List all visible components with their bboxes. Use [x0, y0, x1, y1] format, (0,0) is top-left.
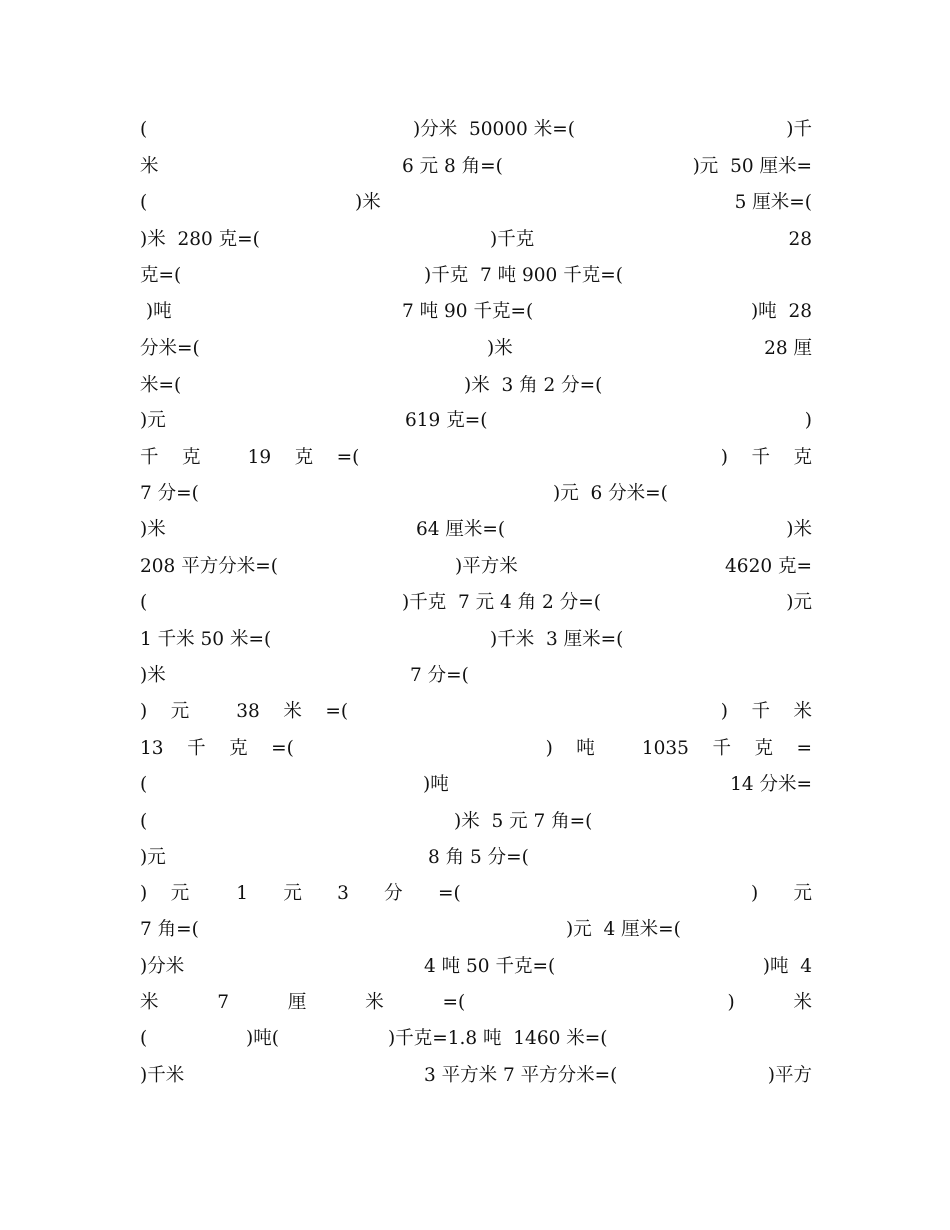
text-segment: )吨(: [246, 1028, 279, 1049]
text-line: [140, 916, 812, 944]
text-segment: 7 吨 90 千克=(: [402, 301, 534, 322]
text-segment: 619 克=(: [405, 410, 488, 431]
text-segment: )平方: [767, 1065, 812, 1086]
text-segment: 13 千 克 =(: [140, 738, 294, 759]
text-segment: 28 厘: [764, 338, 812, 359]
text-segment: 1 千米 50 米=(: [140, 629, 272, 650]
text-segment: )米 5 元 7 角=(: [454, 811, 593, 832]
text-segment: (: [140, 192, 148, 213]
text-segment: (: [140, 119, 148, 140]
text-line: [140, 589, 812, 617]
text-segment: 64 厘米=(: [416, 519, 506, 540]
text-segment: )米 280 克=(: [140, 229, 260, 250]
text-segment: )吨: [423, 774, 449, 795]
text-segment: 米=(: [140, 375, 182, 396]
text-segment: )元: [140, 847, 166, 868]
text-segment: ): [804, 410, 812, 431]
text-line: [140, 1062, 812, 1090]
text-segment: )千克: [490, 229, 535, 250]
text-segment: (: [140, 811, 148, 832]
text-segment: ) 千 米: [720, 701, 812, 722]
text-line: [140, 407, 812, 435]
text-segment: 4620 克=: [725, 556, 812, 577]
text-segment: )千米: [140, 1065, 185, 1086]
text-segment: (: [140, 592, 148, 613]
text-segment: ) 吨 1035 千 克 =: [545, 738, 812, 759]
text-line: [140, 989, 812, 1017]
text-line: [140, 516, 812, 544]
text-segment: ) 千 克: [720, 447, 812, 468]
text-segment: )米: [487, 338, 513, 359]
text-segment: 7 分=(: [140, 483, 199, 504]
text-line: [140, 953, 812, 981]
text-segment: 米 7 厘 米 =(: [140, 992, 466, 1013]
text-segment: ) 米: [727, 992, 812, 1013]
text-segment: )元 50 厘米=: [692, 156, 812, 177]
text-segment: 7 分=(: [410, 665, 469, 686]
text-segment: (: [140, 1028, 148, 1049]
text-line: [140, 735, 812, 763]
text-segment: )米 3 角 2 分=(: [464, 375, 603, 396]
text-line: [140, 808, 812, 836]
text-segment: )米: [140, 519, 166, 540]
text-segment: )分米: [140, 956, 185, 977]
text-segment: 14 分米=: [730, 774, 812, 795]
text-line: [140, 189, 812, 217]
text-segment: )米: [786, 519, 812, 540]
text-line: [140, 1025, 812, 1053]
text-segment: )米: [140, 665, 166, 686]
text-line: [140, 444, 812, 472]
text-segment: )元 4 厘米=(: [566, 919, 681, 940]
text-segment: )吨 28: [750, 301, 812, 322]
text-line: [140, 698, 812, 726]
text-segment: 6 元 8 角=(: [402, 156, 503, 177]
text-segment: ) 元 1 元 3 分 =(: [140, 883, 461, 904]
text-line: [140, 771, 812, 799]
text-segment: 4 吨 50 千克=(: [424, 956, 556, 977]
text-segment: 28: [788, 229, 812, 250]
text-line: [140, 153, 812, 181]
text-segment: 7 角=(: [140, 919, 199, 940]
text-segment: 5 厘米=(: [734, 192, 812, 213]
text-segment: 8 角 5 分=(: [428, 847, 529, 868]
text-line: [140, 372, 812, 400]
text-segment: )平方米: [455, 556, 518, 577]
text-segment: 米: [140, 156, 159, 177]
text-segment: )元: [140, 410, 166, 431]
text-segment: ) 元 38 米 =(: [140, 701, 349, 722]
text-line: [140, 662, 812, 690]
text-segment: 千 克 19 克 =(: [140, 447, 360, 468]
text-segment: 208 平方分米=(: [140, 556, 278, 577]
text-line: [140, 335, 812, 363]
text-segment: )千: [786, 119, 812, 140]
text-line: [140, 626, 812, 654]
text-segment: )千米 3 厘米=(: [490, 629, 624, 650]
text-line: [140, 262, 812, 290]
text-segment: )分米 50000 米=(: [413, 119, 575, 140]
text-line: [140, 480, 812, 508]
text-segment: ) 元: [750, 883, 812, 904]
text-segment: (: [140, 774, 148, 795]
text-segment: )千克=1.8 吨 1460 米=(: [388, 1028, 608, 1049]
text-line: [140, 116, 812, 144]
text-segment: 克=(: [140, 265, 182, 286]
text-segment: )吨 4: [762, 956, 812, 977]
text-line: [140, 880, 812, 908]
text-segment: )米: [355, 192, 381, 213]
text-segment: 分米=(: [140, 338, 200, 359]
text-segment: )元: [786, 592, 812, 613]
text-segment: )千克 7 吨 900 千克=(: [424, 265, 623, 286]
text-line: [140, 844, 812, 872]
text-line: [140, 298, 812, 326]
text-segment: )元 6 分米=(: [553, 483, 668, 504]
text-segment: 3 平方米 7 平方分米=(: [424, 1065, 618, 1086]
text-segment: )吨: [140, 301, 172, 322]
text-segment: )千克 7 元 4 角 2 分=(: [402, 592, 601, 613]
text-line: [140, 226, 812, 254]
text-line: [140, 553, 812, 581]
